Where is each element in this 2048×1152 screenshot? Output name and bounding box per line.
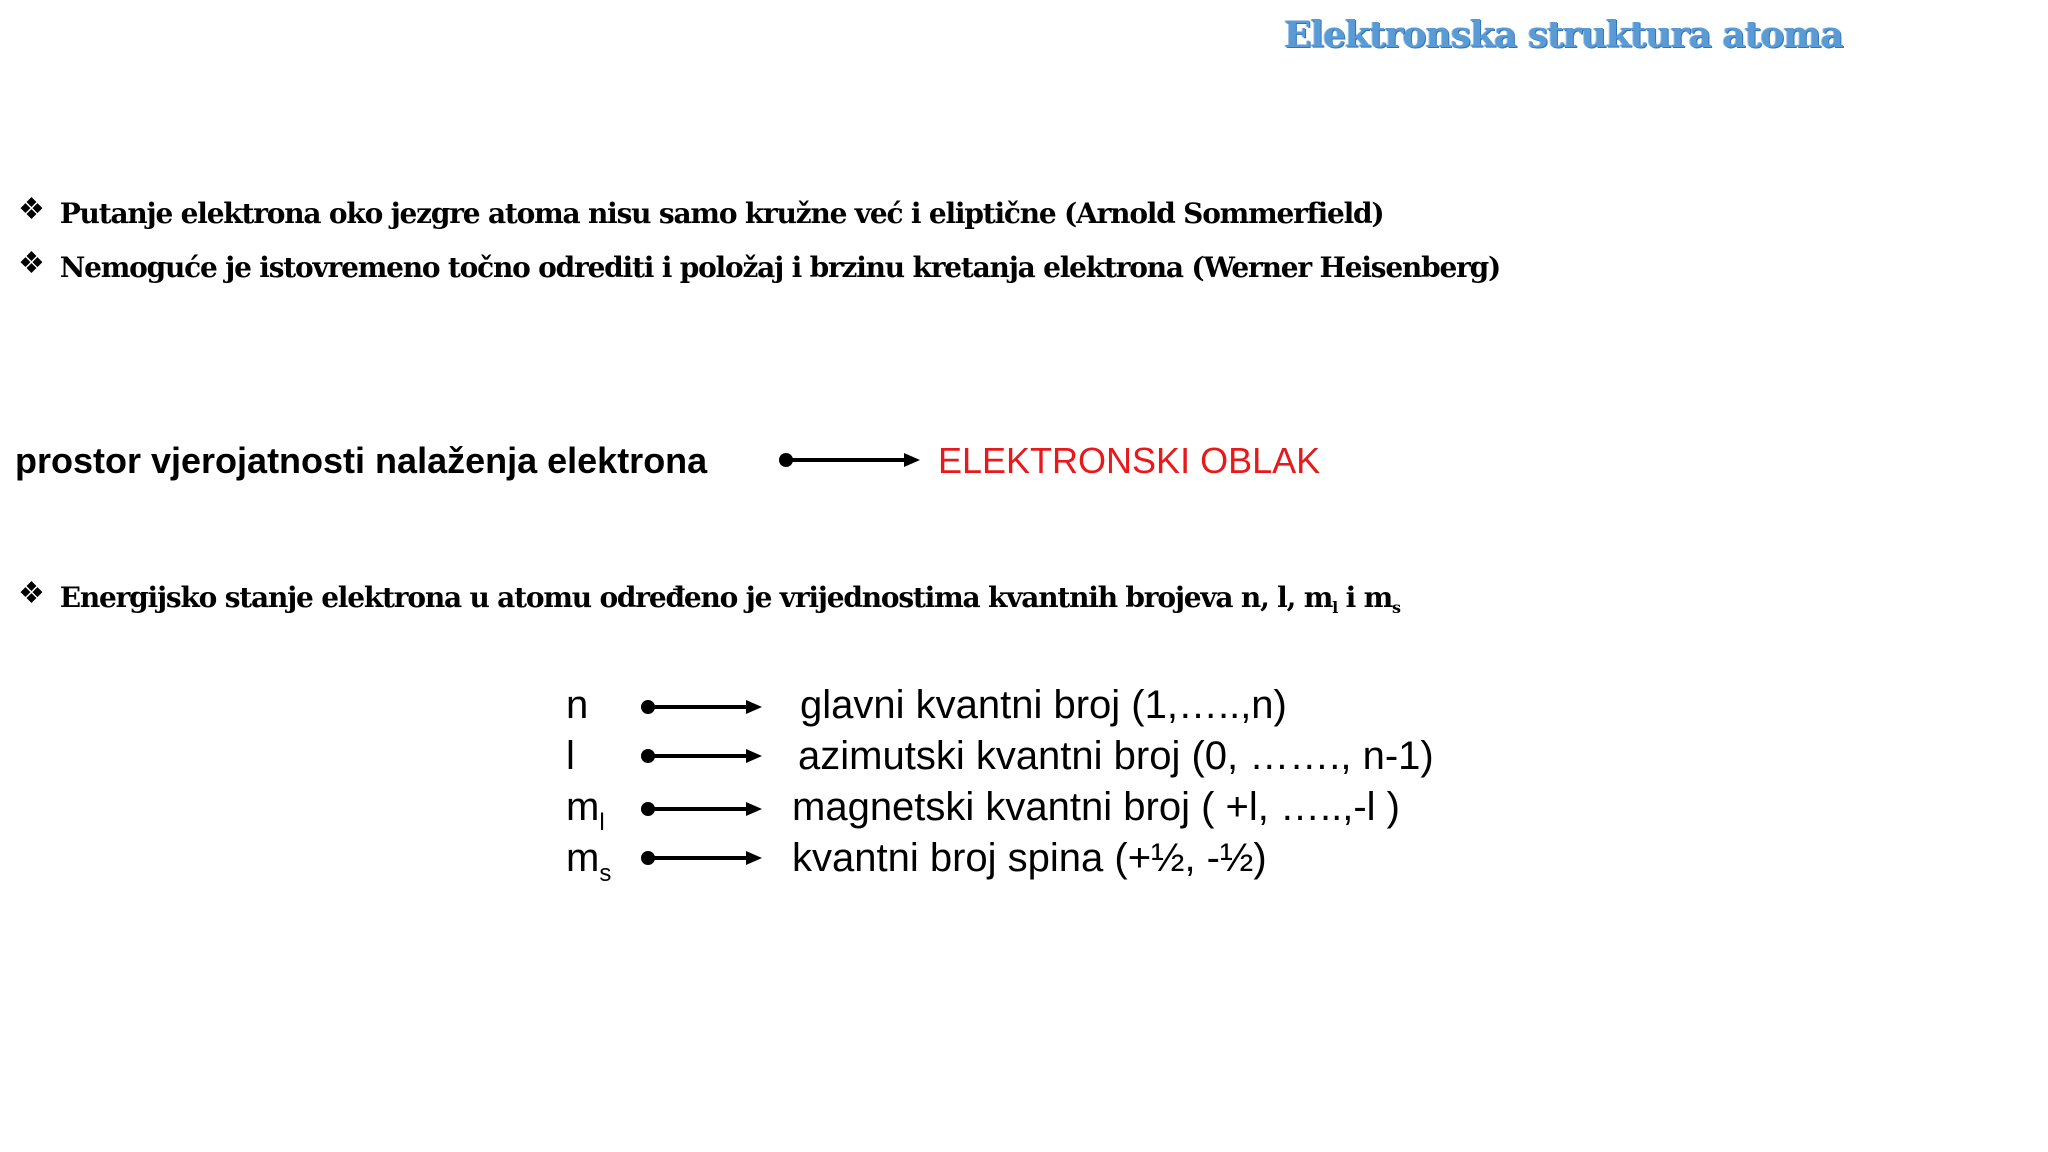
- quantum-description: azimutski kvantni broj (0, ……., n-1): [798, 734, 1434, 778]
- right-arrow-icon: [640, 695, 764, 719]
- right-arrow-icon: [778, 448, 922, 472]
- probability-label: prostor vjerojatnosti nalaženja elektrona: [15, 440, 708, 481]
- quantum-row-ml: [0, 785, 2048, 835]
- bullet-heisenberg: [18, 246, 1501, 285]
- four-diamond-bullet-icon: ❖: [18, 246, 44, 281]
- right-arrow-icon: [640, 846, 764, 870]
- bullet-text: Energijsko stanje elektrona u atomu određeno je vrijednostima kvantnih brojeva n, l, $m_l$ i $m_s$: [59, 581, 1400, 617]
- right-arrow-icon: [640, 797, 764, 821]
- electron-cloud-label: ELEKTRONSKI OBLAK: [938, 440, 1321, 481]
- slide-title: Elektronska struktura atoma: [1284, 14, 1843, 56]
- bullet-text: Putanje elektrona oko jezgre atoma nisu samo kružne već i eliptične (Arnold Sommerfield): [59, 197, 1384, 230]
- quantum-symbol: $m_s$: [566, 836, 612, 887]
- quantum-row-ms: [0, 836, 2048, 886]
- four-diamond-bullet-icon: ❖: [18, 192, 44, 227]
- bullet-sommerfield: [18, 192, 1384, 231]
- quantum-description: kvantni broj spina (+½, -½): [792, 836, 1267, 880]
- right-arrow-icon: [640, 744, 764, 768]
- bullet-text: Nemoguće je istovremeno točno odrediti i položaj i brzinu kretanja elektrona (Werner Heisenberg): [59, 251, 1501, 284]
- quantum-row-n: [0, 683, 2048, 733]
- quantum-description: magnetski kvantni broj ( +l, …..,-l ): [792, 785, 1400, 829]
- quantum-description: glavni kvantni broj (1,…..,n): [800, 683, 1287, 727]
- quantum-symbol: $m_l$: [566, 785, 605, 836]
- bullet-energy-state: [18, 576, 1400, 617]
- quantum-row-l: [0, 734, 2048, 784]
- quantum-symbol: l: [566, 734, 575, 778]
- quantum-symbol: n: [566, 683, 589, 727]
- four-diamond-bullet-icon: ❖: [18, 576, 44, 611]
